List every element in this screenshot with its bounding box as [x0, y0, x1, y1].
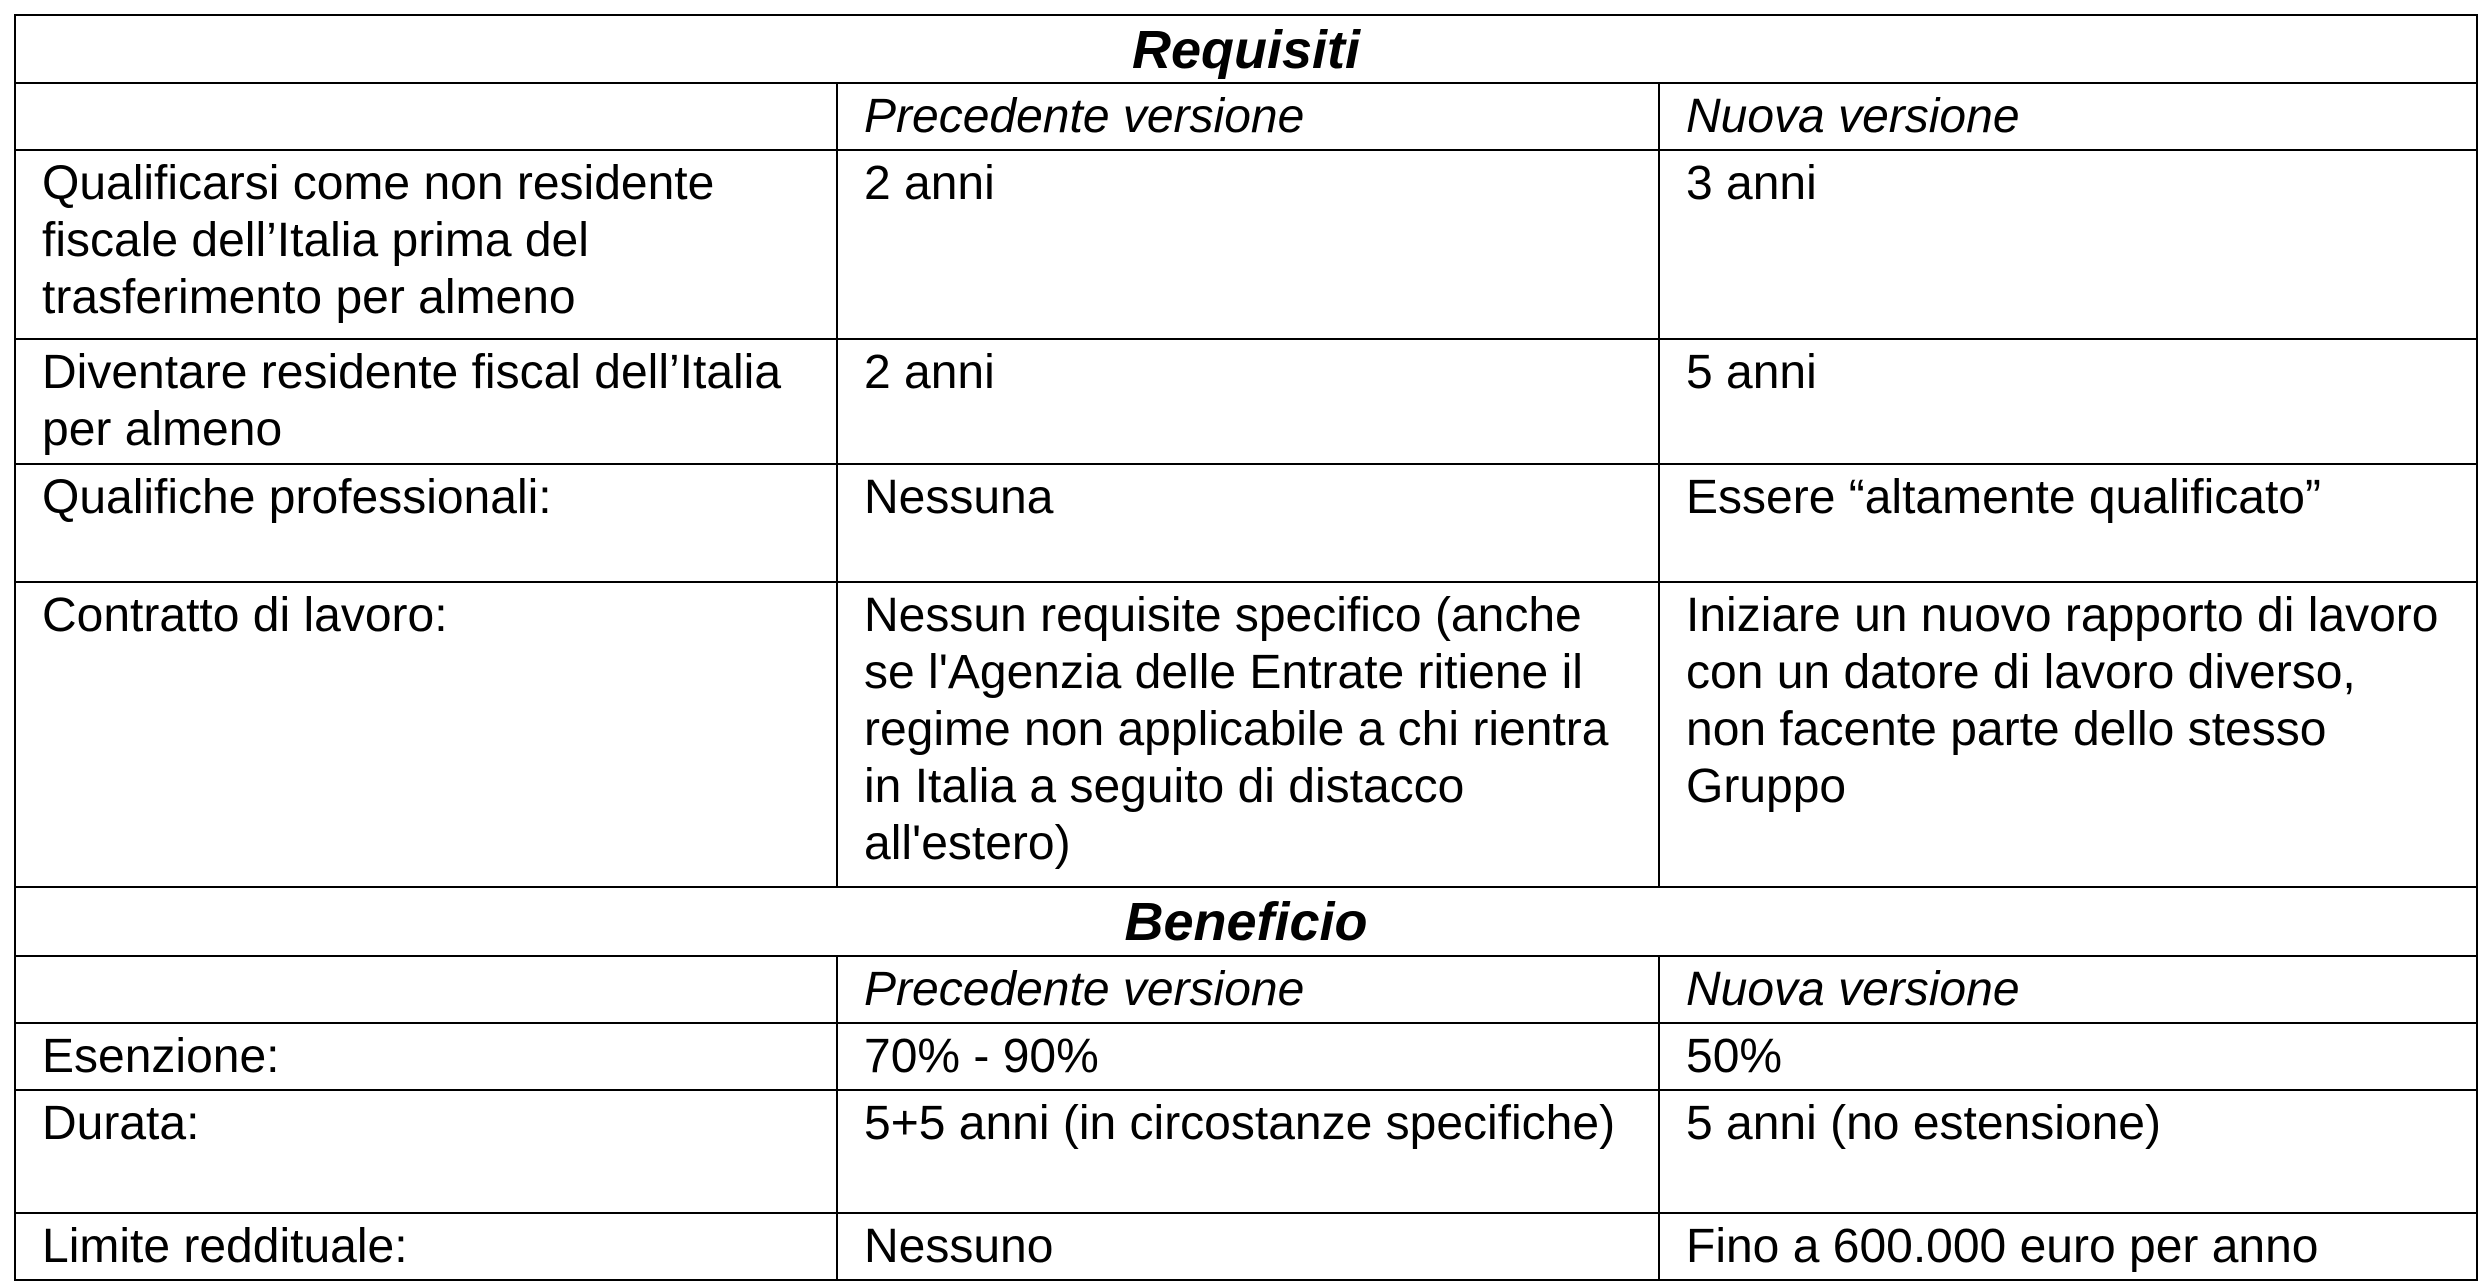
new-value: Iniziare un nuovo rapporto di lavoro con un datore di lavoro diverso, non facente parte dello stesso Gruppo	[1659, 582, 2477, 887]
previous-value: Nessuno	[837, 1213, 1659, 1280]
previous-value: Nessuna	[837, 464, 1659, 582]
row-label: Esenzione:	[15, 1023, 837, 1090]
previous-value: 70% - 90%	[837, 1023, 1659, 1090]
row-label: Durata:	[15, 1090, 837, 1213]
row-label: Qualificarsi come non residente fiscale dell’Italia prima del trasferimento per almeno	[15, 150, 837, 339]
table-row	[15, 464, 2477, 582]
previous-value: 2 anni	[837, 339, 1659, 464]
new-value: 5 anni	[1659, 339, 2477, 464]
column-header-row	[15, 83, 2477, 150]
table-row	[15, 582, 2477, 887]
header-empty-cell	[15, 956, 837, 1023]
column-header-row	[15, 956, 2477, 1023]
header-previous-version: Precedente versione	[837, 956, 1659, 1023]
section-title-requisiti: Requisiti	[15, 15, 2477, 83]
table-row	[15, 1213, 2477, 1280]
table-row	[15, 1023, 2477, 1090]
row-label: Qualifiche professionali:	[15, 464, 837, 582]
row-label: Diventare residente fiscal dell’Italia per almeno	[15, 339, 837, 464]
comparison-table	[14, 14, 2478, 1281]
header-new-version: Nuova versione	[1659, 956, 2477, 1023]
header-previous-version: Precedente versione	[837, 83, 1659, 150]
new-value: Fino a 600.000 euro per anno	[1659, 1213, 2477, 1280]
section-title-row	[15, 15, 2477, 83]
new-value: 3 anni	[1659, 150, 2477, 339]
new-value: Essere “altamente qualificato”	[1659, 464, 2477, 582]
previous-value: 2 anni	[837, 150, 1659, 339]
section-title-beneficio: Beneficio	[15, 887, 2477, 956]
new-value: 50%	[1659, 1023, 2477, 1090]
header-new-version: Nuova versione	[1659, 83, 2477, 150]
section-title-row	[15, 887, 2477, 956]
row-label: Limite reddituale:	[15, 1213, 837, 1280]
previous-value: Nessun requisite specifico (anche se l'Agenzia delle Entrate ritiene il regime non applicabile a chi rientra in Italia a seguito di distacco all'estero)	[837, 582, 1659, 887]
previous-value: 5+5 anni (in circostanze specifiche)	[837, 1090, 1659, 1213]
table-row	[15, 150, 2477, 339]
header-empty-cell	[15, 83, 837, 150]
new-value: 5 anni (no estensione)	[1659, 1090, 2477, 1213]
table-row	[15, 339, 2477, 464]
table-row	[15, 1090, 2477, 1213]
row-label: Contratto di lavoro:	[15, 582, 837, 887]
